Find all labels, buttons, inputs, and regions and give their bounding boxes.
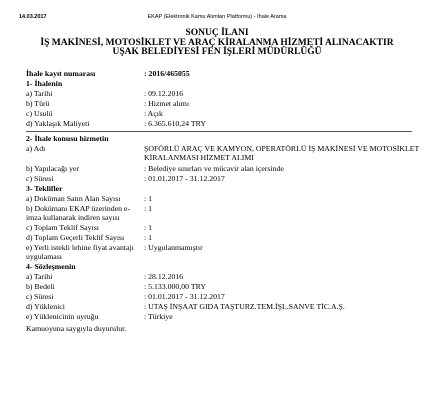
s4-duration-label: c) Süresi [26, 291, 54, 301]
s3-row [26, 233, 426, 243]
s1-method-label: c) Usulü [26, 109, 53, 118]
title-line-2: İŞ MAKİNESİ, MOTOSİKLET VE ARAÇ KİRALANMA HİZMETİ ALINACAKTIR [40, 37, 394, 48]
s4-row [26, 282, 426, 292]
s3-advantage-label: e) Yerli istekli lehine fiyat avantajı uygulaması [26, 242, 134, 262]
s4-duration-value: : 01.01.2017 - 31.12.2017 [144, 291, 225, 301]
s4-row [26, 302, 426, 312]
s2-duration-label: c) Süresi [26, 173, 54, 183]
print-date: 14.03.2017 [19, 14, 47, 20]
s1-type-label: b) Türü [26, 99, 50, 108]
s2-duration-value: : 01.01.2017 - 31.12.2017 [144, 173, 225, 183]
s3-downloaded-label: b) Dokümanı EKAP üzerinden e-imza kullanarak indiren sayısı [26, 203, 131, 223]
s1-cost-value: : 6.365.610,24 TRY [144, 119, 207, 128]
title-line-3: UŞAK BELEDİYESİ FEN İŞLERİ MÜDÜRLÜĞÜ [112, 47, 322, 58]
s3-bought-label: a) Doküman Satın Alan Sayısı [26, 193, 121, 203]
s4-nationality-value: : Türkiye [144, 311, 173, 321]
s4-date-label: a) Tarihi [26, 271, 53, 281]
s1-date-label: a) Tarihi [26, 89, 53, 98]
s4-contractor-value: : UTAŞ İNŞAAT GIDA TAŞTURZ.TEM.İŞL.SANVE TİC.A.Ş. [144, 301, 345, 311]
s1-type-value: : Hizmet alımı [144, 99, 190, 108]
s2-name-value: ŞOFÖRLÜ ARAÇ VE KAMYON, OPERATÖRLÜ İŞ MAKİNESİ VE MOTOSİKLET KİRALANMASI HİZMET ALIMI [144, 144, 420, 163]
section-heading-4: 4- Sözleşmenin [26, 261, 76, 271]
s3-bought-value: : 1 [144, 193, 153, 203]
s1-cost-label: d) Yaklaşık Maliyeti [26, 119, 90, 128]
s4-nationality-label: e) Yüklenicinin uyruğu [26, 311, 99, 321]
print-header [0, 14, 434, 26]
registry-value: : 2016/465055 [144, 69, 190, 78]
s3-valid-offers-label: d) Toplam Geçerli Teklif Sayısı [26, 232, 125, 242]
section-divider [26, 131, 412, 132]
s3-row [26, 223, 426, 233]
s1-date-value: : 09.12.2016 [144, 89, 184, 98]
s1-row [26, 119, 426, 129]
section-heading-1: 1- İhalenin [26, 79, 63, 88]
s2-row [26, 144, 426, 163]
title-line-1: SONUÇ İLANI [185, 28, 249, 38]
s4-row [26, 292, 426, 302]
closing-statement: Kamuoyuna saygıyla duyurulur. [26, 323, 127, 333]
s3-row [26, 243, 426, 262]
s3-valid-offers-value: : 1 [144, 232, 153, 242]
s4-price-label: b) Bedeli [26, 281, 55, 291]
s4-row [26, 312, 426, 322]
s2-place-value: : Belediye sınırları ve mücavir alan içersinde [144, 163, 284, 173]
s3-row [26, 194, 426, 204]
s3-row [26, 204, 426, 223]
s4-row [26, 272, 426, 282]
s1-row [26, 89, 426, 99]
section-heading-2: 2- İhale konusu hizmetin [26, 134, 109, 143]
registry-row [26, 69, 426, 79]
s1-method-value: : Açık [144, 109, 163, 118]
section-heading-3: 3- Teklifler [26, 183, 63, 193]
s3-total-offers-label: c) Toplam Teklif Sayısı [26, 222, 99, 232]
s4-price-value: : 5.133.000,00 TRY [144, 281, 207, 291]
s2-row [26, 174, 426, 184]
s4-contractor-label: d) Yüklenici [26, 301, 65, 311]
s4-date-value: : 28.12.2016 [144, 271, 184, 281]
print-source: EKAP (Elektronik Kamu Alımları Platformu) - İhale Arama [147, 14, 287, 20]
document-title [0, 29, 434, 58]
s3-downloaded-value: : 1 [144, 203, 153, 213]
s3-advantage-value: : Uygulanmamıştır [144, 242, 203, 252]
registry-label: İhale kayıt numarası [26, 69, 96, 78]
s1-row [26, 99, 426, 109]
s2-name-label: a) Adı [26, 144, 46, 153]
s2-row [26, 164, 426, 174]
document-body [26, 69, 426, 334]
s2-place-label: b) Yapılacağı yer [26, 163, 80, 173]
s1-row [26, 109, 426, 119]
s3-total-offers-value: : 1 [144, 222, 153, 232]
